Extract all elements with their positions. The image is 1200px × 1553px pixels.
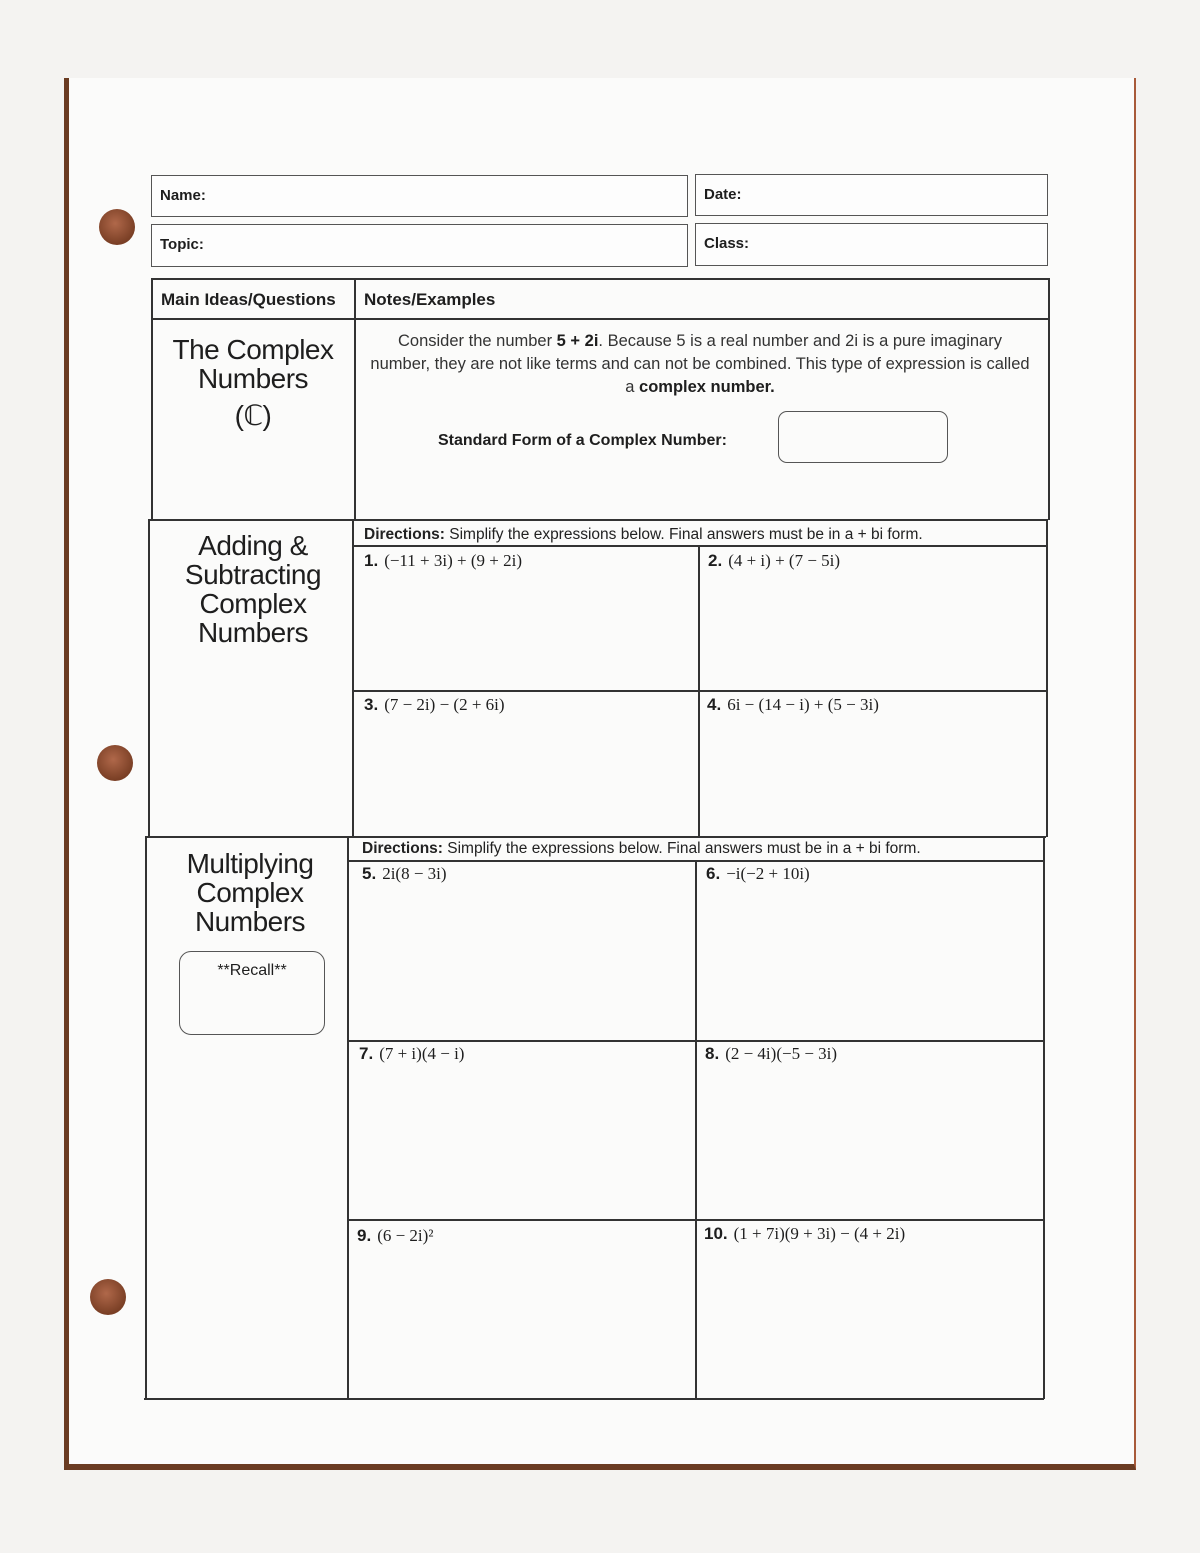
name-field[interactable] (151, 175, 688, 217)
problem-number: 4. (707, 695, 722, 714)
problem-number: 9. (357, 1226, 372, 1245)
problem-3[interactable] (364, 695, 505, 715)
intro-example-number: 5 + 2i (556, 332, 599, 350)
problem-expression: (1 + 7i)(9 + 3i) − (4 + 2i) (733, 1224, 906, 1243)
problem-10[interactable] (704, 1224, 905, 1244)
directions-label: Directions: (362, 840, 443, 857)
intro-term: complex number. (639, 378, 775, 396)
recall-box[interactable] (179, 951, 325, 1035)
class-label: Class: (704, 235, 750, 252)
adding-directions-divider (354, 545, 1047, 547)
binder-hole-top (99, 209, 135, 245)
intro-paragraph (370, 330, 1030, 399)
problem-4[interactable] (707, 695, 879, 715)
table-border-right-c (1043, 836, 1045, 1399)
directions-text: Simplify the expressions below. Final answers must be in a + bi form. (444, 526, 923, 543)
table-border-top (151, 278, 1049, 280)
table-border-left-c (145, 836, 147, 1399)
table-border-left-a (151, 278, 153, 520)
date-field[interactable] (695, 174, 1048, 216)
problem-number: 1. (364, 551, 379, 570)
topic-line: Subtracting (184, 559, 322, 590)
topic-field[interactable] (151, 224, 688, 267)
topic-line: Complex (199, 588, 307, 619)
problem-number: 7. (359, 1044, 374, 1063)
column-header-main-ideas: Main Ideas/Questions (161, 290, 336, 309)
table-border-bottom (144, 1398, 1044, 1400)
problem-expression: (7 − 2i) − (2 + 6i) (384, 695, 505, 714)
topic-line: The Complex (172, 334, 334, 365)
problem-expression: (7 + i)(4 − i) (379, 1044, 465, 1063)
topic-complex-numbers (155, 335, 351, 430)
binder-hole-bottom (90, 1279, 126, 1315)
intro-text-a: Consider the number (398, 332, 557, 350)
topic-multiplying (152, 849, 348, 936)
problem-expression: (2 − 4i)(−5 − 3i) (725, 1044, 838, 1063)
section-divider-2 (146, 836, 1046, 838)
topic-line: Adding & (198, 530, 308, 561)
problem-expression: 6i − (14 − i) + (5 − 3i) (727, 695, 879, 714)
problem-8[interactable] (705, 1044, 837, 1064)
problem-9[interactable] (357, 1226, 433, 1246)
directions-label: Directions: (364, 526, 445, 543)
column-divider-b (352, 519, 354, 837)
directions-text: Simplify the expressions below. Final answers must be in a + bi form. (442, 840, 921, 857)
multiplying-mid-divider (695, 860, 697, 1399)
topic-line: Multiplying (186, 848, 314, 879)
column-divider-a (354, 278, 356, 520)
multiplying-directions-divider (349, 860, 1044, 862)
recall-label: **Recall** (217, 962, 287, 979)
problem-expression: 2i(8 − 3i) (382, 864, 447, 883)
complex-set-symbol: (ℂ) (234, 400, 272, 431)
table-border-left-b (148, 519, 150, 837)
problem-1[interactable] (364, 551, 522, 571)
name-label: Name: (160, 187, 206, 204)
problem-2[interactable] (708, 551, 840, 571)
problem-number: 6. (706, 864, 721, 883)
date-label: Date: (704, 186, 742, 203)
problem-expression: (4 + i) + (7 − 5i) (728, 551, 841, 570)
problem-7[interactable] (359, 1044, 464, 1064)
table-border-right-a (1048, 278, 1050, 520)
section-divider-1 (148, 519, 1048, 521)
problem-expression: (6 − 2i)² (377, 1226, 434, 1245)
multiplying-directions (362, 840, 921, 858)
standard-form-answer-box[interactable] (778, 411, 948, 463)
topic-line: Complex (196, 877, 304, 908)
class-field[interactable] (695, 223, 1048, 266)
column-header-divider (151, 318, 1049, 320)
problem-6[interactable] (706, 864, 810, 884)
problem-number: 3. (364, 695, 379, 714)
adding-mid-divider (698, 545, 700, 837)
adding-row-divider (353, 690, 1047, 692)
problem-number: 5. (362, 864, 377, 883)
problem-expression: (−11 + 3i) + (9 + 2i) (384, 551, 522, 570)
intro-text-b: . Because 5 is a real number and 2i is a pure imaginary number, they are not like terms and can not be combined. This type of expression is called a (370, 332, 1030, 396)
problem-number: 2. (708, 551, 723, 570)
standard-form-label: Standard Form of a Complex Number: (438, 432, 727, 449)
problem-number: 8. (705, 1044, 720, 1063)
problem-number: 10. (704, 1224, 728, 1243)
worksheet-page (64, 78, 1136, 1470)
topic-label: Topic: (160, 236, 204, 253)
table-border-right-b (1046, 519, 1048, 837)
adding-directions (364, 526, 923, 544)
topic-line: Numbers (197, 363, 309, 394)
column-header-notes: Notes/Examples (364, 290, 496, 309)
problem-expression: −i(−2 + 10i) (726, 864, 810, 883)
topic-adding-subtracting (155, 531, 351, 647)
topic-line: Numbers (194, 906, 306, 937)
topic-line: Numbers (197, 617, 309, 648)
binder-hole-middle (97, 745, 133, 781)
problem-5[interactable] (362, 864, 447, 884)
